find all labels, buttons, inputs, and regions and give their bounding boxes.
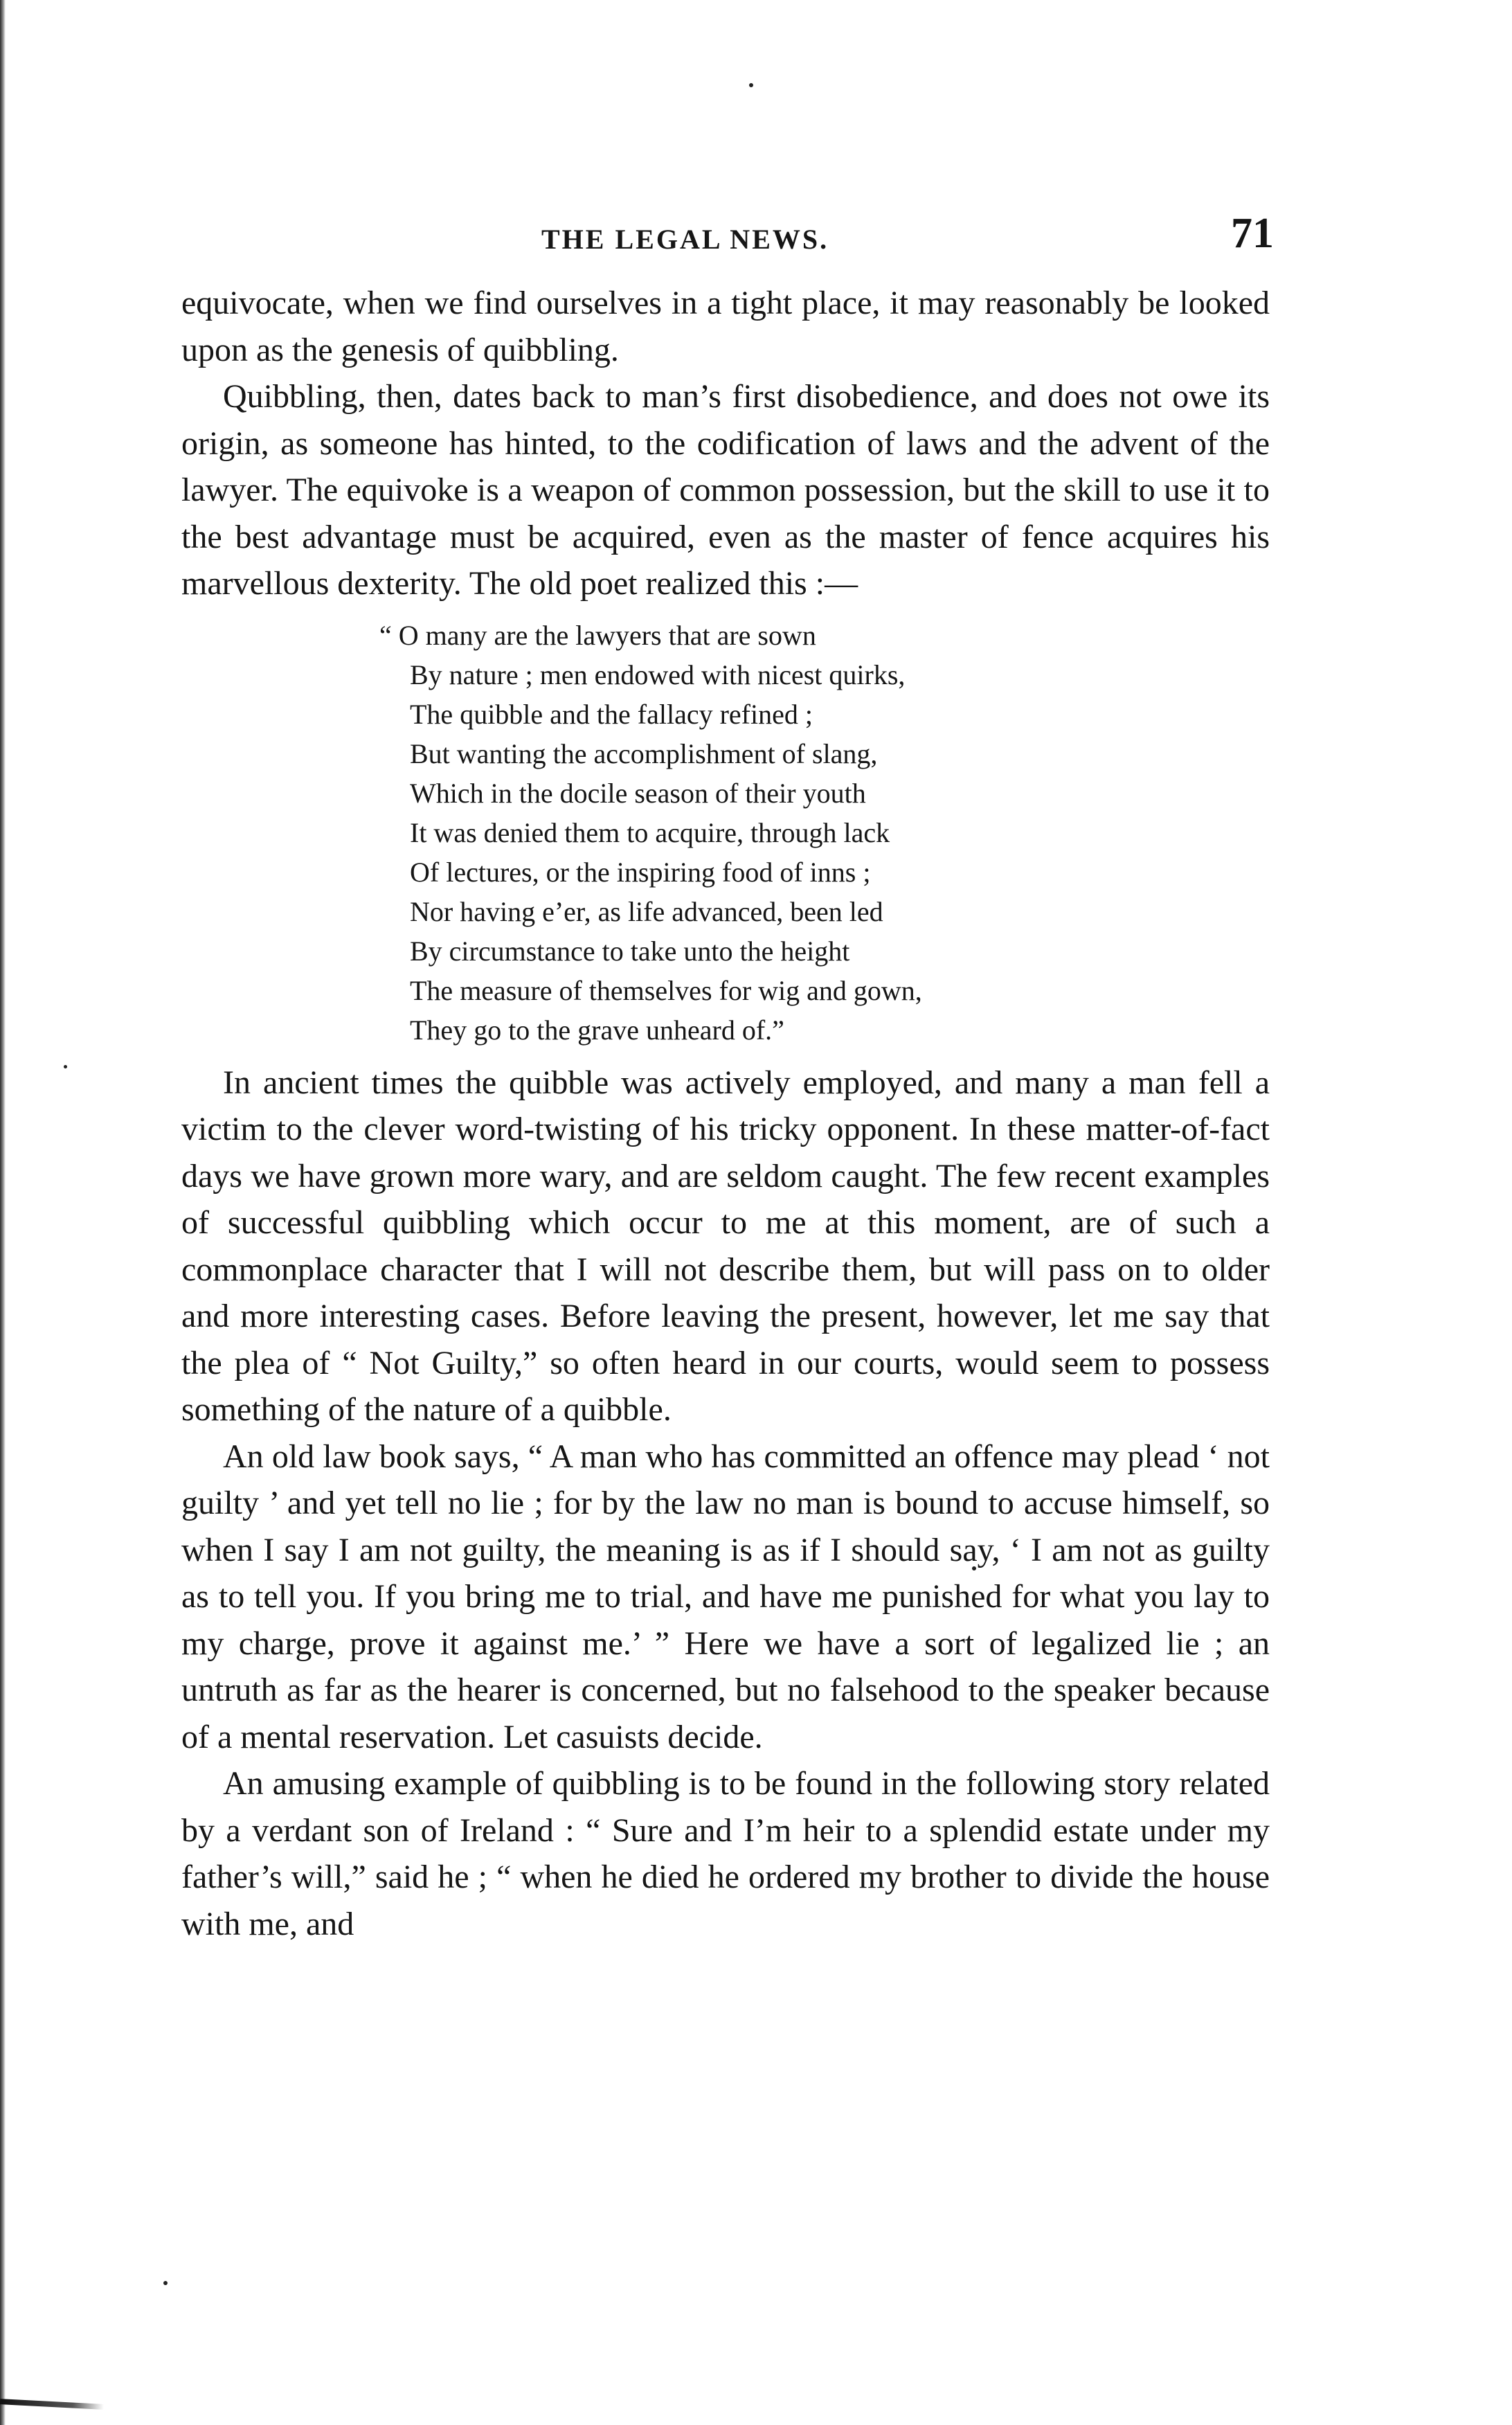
paragraph-irish-story: An amusing example of quibbling is to be found in the following story related by a verdant son of Ireland : “ Sure and I’m heir to a splendid estate under my father’s will,” said he ; “ when he died he ordered my brother to divide the house with me, and	[181, 1765, 1270, 1942]
page-corner-mark	[0, 2399, 104, 2410]
running-head	[181, 205, 1274, 267]
paragraph-continuation: equivocate, when we find ourselves in a tight place, it may reasonably be looked upon as the genesis of quibbling.	[181, 285, 1270, 368]
journal-title: THE LEGAL NEWS.	[541, 224, 829, 255]
poem-line: It was denied them to acquire, through lack	[410, 816, 890, 848]
paragraph-old-law-book: An old law book says, “ A man who has committed an offence may plead ‘ not guilty ’ and yet tell no lie ; for by the law no man is bound to accuse himself, so when I say I am not guilty, the meaning is as if I should say, ‘ I am not as guilty as to tell you. If you bring me to trial, and have me punished for what you lay to my charge, prove it against me.’ ” Here we have a sort of legalized lie ; an untruth as far as the hearer is concerned, but no falsehood to the speaker because of a mental reservation. Let casuists decide.	[181, 1438, 1270, 1755]
poem-line: Of lectures, or the inspiring food of inns ;	[410, 856, 871, 888]
poem-line: They go to the grave unheard of.”	[410, 1014, 784, 1046]
ink-speck	[64, 1065, 67, 1068]
poem-line: By nature ; men endowed with nicest quirks,	[410, 659, 906, 690]
ink-speck	[163, 2281, 168, 2285]
document-page	[181, 205, 1274, 1947]
ink-speck	[749, 83, 753, 87]
poem-line: The quibble and the fallacy refined ;	[410, 698, 813, 730]
paragraph-origin-of-quibbling: Quibbling, then, dates back to man’s first disobedience, and does not owe its origin, as someone has hinted, to the codification of laws and the advent of the lawyer. The equivoke is a weapon of common possession, but the skill to use it to the best advantage must be acquired, even as the master of fence acquires his marvellous dexterity. The old poet realized this :—	[181, 378, 1270, 602]
poem-line: But wanting the accomplishment of slang,	[410, 737, 878, 769]
paragraph-ancient-times: In ancient times the quibble was actively employed, and many a man fell a victim to the clever word-twisting of his tricky opponent. In these matter-of-fact days we have grown more wary, and are seldom caught. The few recent examples of successful quibbling which occur to me at this moment, are of such a commonplace character that I will not describe them, but will pass on to older and more interesting cases. Before leaving the present, however, let me say that the plea of “ Not Guilty,” so often heard in our courts, would seem to possess something of the nature of a quibble.	[181, 1064, 1270, 1428]
poem-line: The measure of themselves for wig and gown,	[410, 974, 922, 1006]
page-edge-shadow	[0, 0, 6, 2425]
poem-quotation	[379, 616, 1270, 1050]
poem-line: “ O many are the lawyers that are sown	[379, 619, 816, 651]
poem-line: By circumstance to take unto the height	[410, 935, 850, 967]
poem-line: Nor having e’er, as life advanced, been led	[410, 895, 883, 927]
poem-line: Which in the docile season of their youth	[410, 777, 866, 809]
page-number: 71	[1231, 210, 1274, 257]
